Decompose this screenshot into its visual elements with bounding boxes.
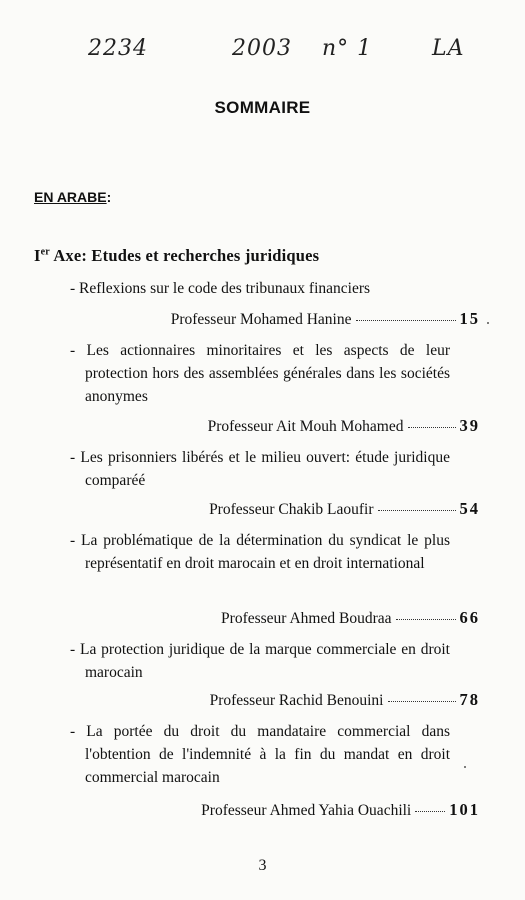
toc-entry-text: Reflexions sur le code des tribunaux financiers	[79, 280, 371, 297]
toc-entry-text: La portée du droit du mandataire commercial dans l'obtention de l'indemnité à la fin du mandat en droit commercial marocain	[85, 723, 450, 786]
leader-dots	[415, 810, 445, 812]
toc-entry	[70, 720, 450, 789]
toc-author: Professeur Ahmed Yahia Ouachili	[201, 802, 412, 819]
toc-page-number: 39	[459, 416, 480, 435]
axis-title: Axe: Etudes et recherches juridiques	[49, 246, 320, 265]
toc-dash: -	[70, 342, 87, 359]
handwritten-note: 2234	[88, 36, 148, 61]
toc-dash: -	[70, 449, 81, 466]
leader-dots	[356, 319, 456, 321]
leader-dots	[408, 426, 456, 428]
page-title: SOMMAIRE	[214, 98, 311, 117]
axis-heading	[34, 246, 319, 266]
toc-author-line	[70, 309, 480, 329]
scan-speck	[464, 766, 466, 768]
toc-author: Professeur Chakib Laoufir	[209, 501, 374, 518]
toc-entry	[70, 529, 450, 575]
section-suffix: :	[106, 189, 112, 205]
handwritten-note: 2003	[232, 36, 292, 61]
toc-author: Professeur Mohamed Hanine	[170, 311, 352, 328]
toc-entry-title	[70, 446, 450, 492]
toc-author-line	[70, 690, 480, 710]
toc-entry-title	[70, 339, 450, 408]
handwritten-note: LA	[432, 36, 465, 61]
leader-dots	[388, 700, 456, 702]
toc-entry-title	[70, 277, 450, 300]
toc-entry-text: La problématique de la détermination du syndicat le plus représentatif en droit marocain et en droit international	[81, 532, 450, 572]
toc-entry	[70, 638, 450, 684]
toc-page-number: 101	[449, 800, 480, 819]
toc-author-line	[70, 608, 480, 628]
leader-dots	[378, 509, 456, 511]
toc-entry	[70, 339, 450, 408]
section-label: EN ARABE	[34, 189, 107, 205]
leader-dots	[396, 618, 456, 620]
toc-author: Professeur Rachid Benouini	[209, 692, 384, 709]
toc-entry	[70, 446, 450, 492]
toc-entry-text: La protection juridique de la marque commerciale en droit marocain	[80, 641, 450, 681]
toc-author-line	[70, 800, 480, 820]
section-heading	[34, 189, 111, 205]
toc-page-number: 78	[459, 690, 480, 709]
toc-entry-title	[70, 720, 450, 789]
toc-entry-text: Les actionnaires minoritaires et les aspects de leur protection hors des assemblées générales dans les sociétés anonymes	[85, 342, 450, 405]
toc-author: Professeur Ahmed Boudraa	[221, 610, 392, 627]
toc-page-number: 15	[459, 309, 480, 328]
toc-entry	[70, 277, 450, 300]
axis-ordinal: er	[40, 246, 50, 258]
toc-dash: -	[70, 641, 80, 658]
scan-speck	[487, 322, 489, 324]
page-number: 3	[258, 857, 267, 874]
toc-dash: -	[70, 532, 82, 549]
toc-dash: -	[70, 280, 80, 297]
toc-page-number: 54	[459, 499, 480, 518]
toc-entry-title	[70, 529, 450, 575]
toc-author-line	[70, 499, 480, 519]
axis-number: I	[34, 246, 41, 265]
toc-author-line	[70, 416, 480, 436]
toc-entry-title	[70, 638, 450, 684]
toc-author: Professeur Ait Mouh Mohamed	[207, 418, 404, 435]
toc-page-number: 66	[459, 608, 480, 627]
handwritten-note: n° 1	[322, 36, 373, 61]
toc-entry-text: Les prisonniers libérés et le milieu ouvert: étude juridique comparéé	[80, 449, 450, 489]
toc-dash: -	[70, 723, 87, 740]
